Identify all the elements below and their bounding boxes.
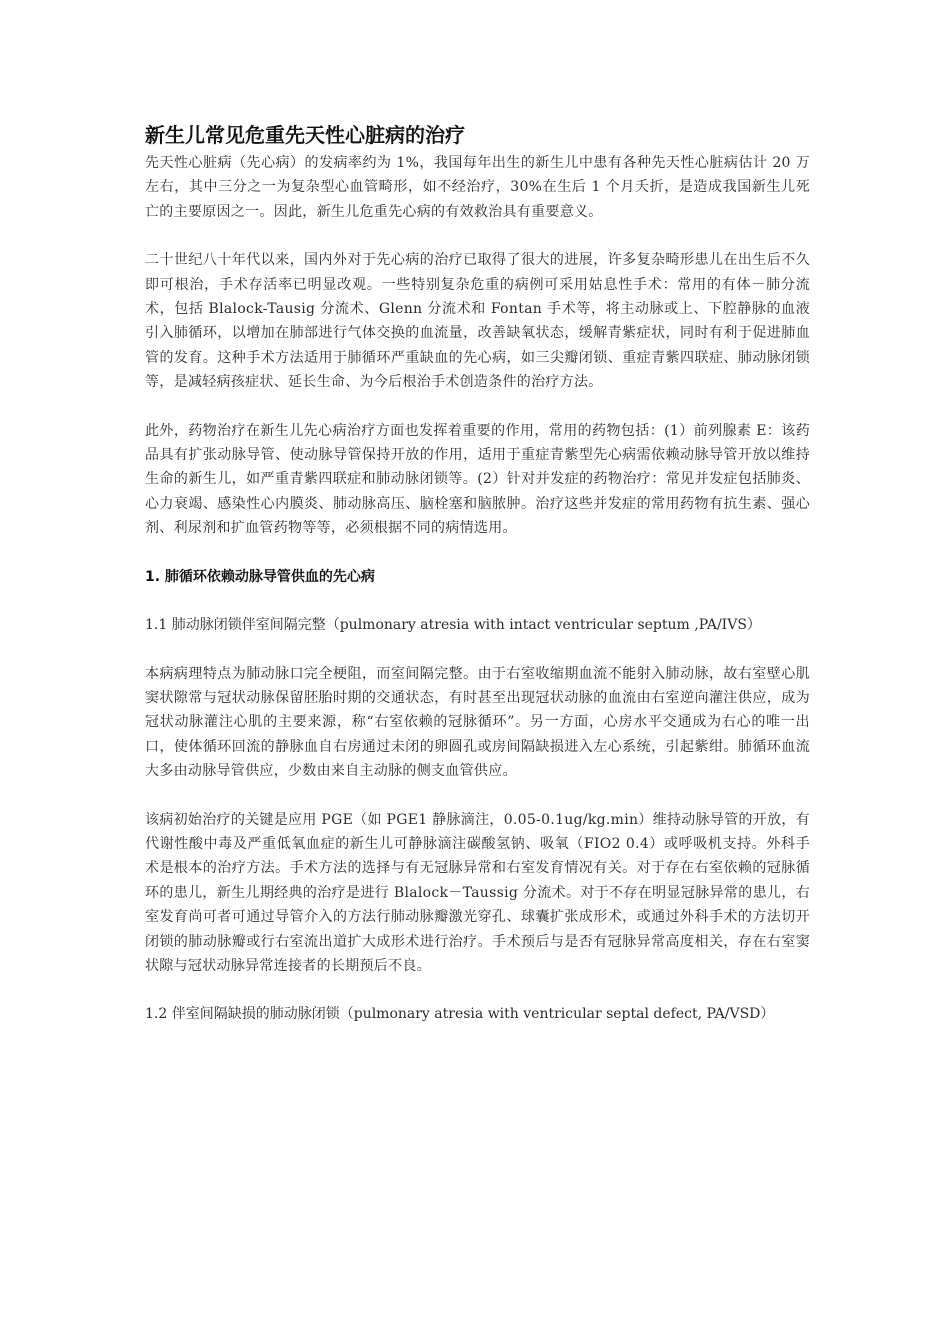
paragraph-surgery-history: 二十世纪八十年代以来，国内外对于先心病的治疗已取得了很大的进展，许多复杂畸形患儿在出生后不久即可根治，手术存活率已明显改观。一些特别复杂危重的病例可采用姑息性手术：常用的有体－肺分流术，包括 Blalock-Tausig 分流术、Glenn 分流术和 Fontan 手术等，将主动脉或上、下腔静脉的血液引入肺循环，以增加在肺部进行气体交换的血流量，改善缺氧状态，缓解青紫症状，同时有利于促进肺血管的发育。这种手术方法适用于肺循环严重缺血的先心病，如三尖瓣闭锁、重症青紫四联症、肺动脉闭锁等，是减轻病孩症状、延长生命、为今后根治手术创造条件的治疗方法。 [145, 252, 810, 391]
section-heading-1: 1. 肺循环依赖动脉导管供血的先心病 [145, 568, 375, 585]
document-page [145, 121, 810, 1051]
paragraph-pa-ivs-pathology: 本病病理特点为肺动脉口完全梗阻，而室间隔完整。由于右室收缩期血流不能射入肺动脉，故右室壁心肌窦状隙常与冠状动脉保留胚胎时期的交通状态，有时甚至出现冠状动脉的血流由右室逆向灌注供应，成为冠状动脉灌注心肌的主要来源，称“右室依赖的冠脉循环”。另一方面，心房水平交通成为右心的唯一出口，使体循环回流的静脉血自右房通过未闭的卵圆孔或房间隔缺损进入左心系统，引起紫绀。肺循环血流大多由动脉导管供应，少数由来自主动脉的侧支血管供应。 [145, 665, 810, 780]
paragraph-intro: 先天性心脏病（先心病）的发病率约为 1%，我国每年出生的新生儿中患有各种先天性心脏病估计 20 万左右，其中三分之一为复杂型心血管畸形，如不经治疗，30%在生后 1 个月夭折，是造成我国新生儿死亡的主要原因之一。因此，新生儿危重先心病的有效救治具有重要意义。 [145, 155, 810, 220]
section-heading-1-2: 1.2 伴室间隔缺损的肺动脉闭锁（pulmonary atresia with ventricular septal defect, PA/VSD） [145, 1006, 775, 1023]
document-title: 新生儿常见危重先天性心脏病的治疗 [145, 123, 465, 147]
paragraph-drug-therapy: 此外，药物治疗在新生儿先心病治疗方面也发挥着重要的作用，常用的药物包括：(1）前列腺素 E：该药品具有扩张动脉导管、使动脉导管保持开放的作用，适用于重症青紫型先心病需依赖动脉导管开放以维持生命的新生儿，如严重青紫四联症和肺动脉闭锁等。(2）针对并发症的药物治疗：常见并发症包括肺炎、心力衰竭、感染性心内膜炎、肺动脉高压、脑栓塞和脑脓肿。治疗这些并发症的常用药物有抗生素、强心剂、利尿剂和扩血管药物等等，必须根据不同的病情选用。 [145, 422, 810, 537]
paragraph-pa-ivs-treatment: 该病初始治疗的关键是应用 PGE（如 PGE1 静脉滴注，0.05-0.1ug/kg.min）维持动脉导管的开放，有代谢性酸中毒及严重低氧血症的新生儿可静脉滴注碳酸氢钠、吸氧（FIO2 0.4）或呼吸机支持。外科手术是根本的治疗方法。手术方法的选择与有无冠脉异常和右室发育情况有关。对于存在右室依赖的冠脉循环的患儿，新生儿期经典的治疗是进行 Blalock－Taussig 分流术。对于不存在明显冠脉异常的患儿，右室发育尚可者可通过导管介入的方法行肺动脉瓣激光穿孔、球囊扩张成形术，或通过外科手术的方法切开闭锁的肺动脉瓣或行右室流出道扩大成形术进行治疗。手术预后与是否有冠脉异常高度相关，存在右室窦状隙与冠状动脉异常连接者的长期预后不良。 [145, 811, 810, 974]
section-heading-1-1: 1.1 肺动脉闭锁伴室间隔完整（pulmonary atresia with intact ventricular septum ,PA/IVS） [145, 617, 761, 634]
